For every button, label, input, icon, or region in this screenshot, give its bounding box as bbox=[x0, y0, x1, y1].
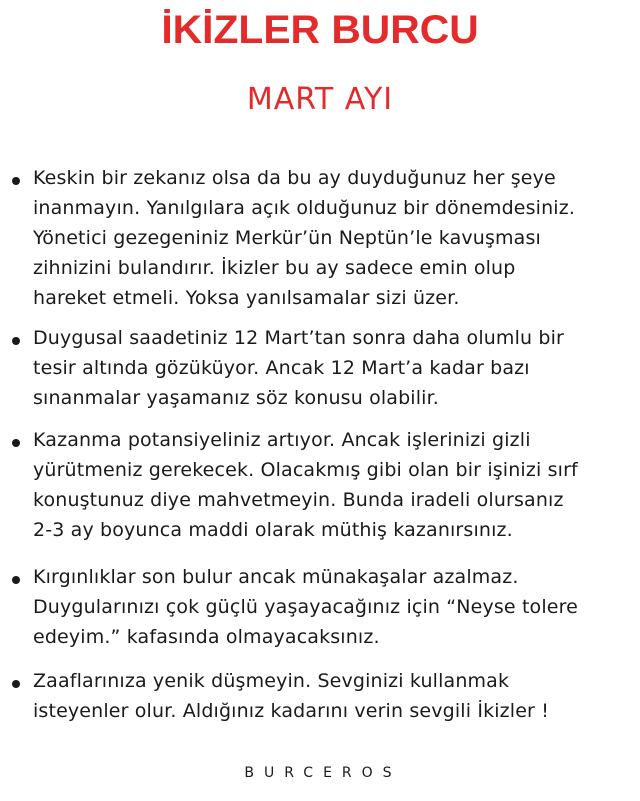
list-item-text: Keskin bir zekanız olsa da bu ay duyduğunuz her şeye inanmayın. Yanılgılara açık olduğunuz bir dönemdesiniz. Yönetici gezegeniniz Merkür’ün Neptün’le kavuşması zihnizini bulandırır. İkizler bu ay sadece emin olup hareket etmeli. Yoksa yanılsamalar sizi üzer. bbox=[33, 167, 576, 309]
footer-brand: BURCEROS bbox=[244, 765, 402, 781]
page-title: İKİZLER BURCU bbox=[161, 8, 479, 52]
bullet-dot-icon bbox=[12, 576, 20, 584]
list-item-text: Zaaflarınıza yenik düşmeyin. Sevginizi kullanmak isteyenler olur. Aldığınız kadarını verin sevgili İkizler ! bbox=[33, 670, 549, 722]
bullet-dot-icon bbox=[12, 177, 20, 185]
bullet-dot-icon bbox=[12, 439, 20, 447]
list-item-text: Kazanma potansiyeliniz artıyor. Ancak işlerinizi gizli yürütmeniz gerekecek. Olacakmış gibi olan bir işinizi sırf konuştunuz diye mahvetmeyin. Bunda iradeli olursanız 2-3 ay boyunca maddi olarak müthiş kazanırsınız. bbox=[33, 429, 578, 541]
bullet-dot-icon bbox=[12, 337, 20, 345]
list-item-text: Kırgınlıklar son bulur ancak münakaşalar azalmaz. Duygularınızı çok güçlü yaşayacağınız için “Neyse tolere edeyim.” kafasında olmayacaksınız. bbox=[33, 566, 578, 648]
list-item-text: Duygusal saadetiniz 12 Mart’tan sonra daha olumlu bir tesir altında gözüküyor. Ancak 12 Mart’a kadar bazı sınanmalar yaşamanız söz konusu olabilir. bbox=[33, 327, 565, 409]
bullet-dot-icon bbox=[12, 680, 20, 688]
page-subtitle: MART AYI bbox=[246, 82, 394, 117]
